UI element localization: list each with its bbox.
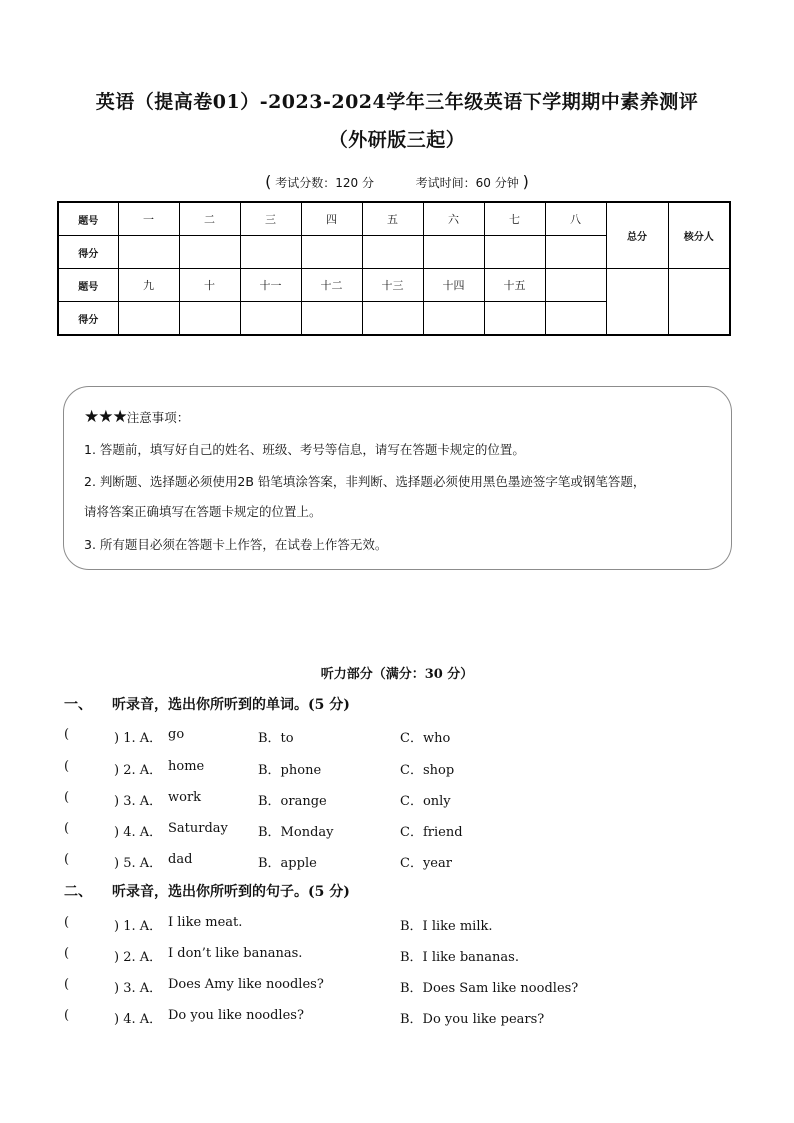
- option-a: home: [168, 759, 205, 774]
- score-table: [57, 201, 731, 336]
- score-cell[interactable]: [240, 302, 301, 336]
- question-header: 三: [240, 202, 301, 236]
- option-b: B．to: [258, 731, 294, 746]
- question-header: 九: [118, 269, 179, 302]
- answer-paren[interactable]: (: [64, 1008, 70, 1023]
- answer-paren[interactable]: (: [64, 977, 70, 992]
- part-2-heading: [64, 881, 350, 901]
- answer-paren[interactable]: (: [64, 821, 70, 836]
- option-c: C．who: [400, 731, 451, 746]
- question-number: ) 2. A．: [114, 763, 163, 778]
- option-c: C．friend: [400, 825, 463, 840]
- question-header: 十三: [362, 269, 423, 302]
- question-number: ) 1. A．: [114, 919, 163, 934]
- question-header: 十五: [484, 269, 545, 302]
- score-cell[interactable]: [240, 236, 301, 269]
- answer-paren[interactable]: (: [64, 852, 70, 867]
- question-header: 八: [545, 202, 606, 236]
- notice-item: 2. 判断题、选择题必须使用2B 铅笔填涂答案，非判断、选择题必须使用黑色墨迹签字笔或钢笔答题，: [84, 474, 646, 489]
- notice-item: 1. 答题前，填写好自己的姓名、班级、考号等信息，请写在答题卡规定的位置。: [84, 442, 525, 457]
- question-header: 一: [118, 202, 179, 236]
- answer-paren[interactable]: (: [64, 790, 70, 805]
- listening-section-title: 听力部分（满分：30 分）: [320, 667, 474, 682]
- option-a: dad: [168, 852, 193, 867]
- question-header: [545, 269, 606, 302]
- exam-info: ( 考试分数：120 分 考试时间：60 分钟 ): [265, 172, 529, 191]
- option-b: B．phone: [258, 763, 322, 778]
- question-number: ) 4. A．: [114, 1012, 163, 1027]
- notice-heading: [84, 407, 189, 427]
- score-cell[interactable]: [118, 302, 179, 336]
- option-b: B．I like bananas.: [400, 950, 519, 965]
- option-a: Do you like noodles?: [168, 1008, 304, 1023]
- question-number: ) 3. A．: [114, 794, 163, 809]
- option-b: B．Do you like pears?: [400, 1012, 545, 1027]
- option-c: C．year: [400, 856, 452, 871]
- option-a: I don’t like bananas.: [168, 946, 303, 961]
- total-score-cell[interactable]: [606, 269, 668, 336]
- question-number: ) 2. A．: [114, 950, 163, 965]
- title-line-1: 英语（提高卷01）-2023-2024学年三年级英语下学期期中素养测评: [95, 91, 699, 113]
- question-header: 十一: [240, 269, 301, 302]
- score-cell[interactable]: [179, 236, 240, 269]
- question-number: ) 4. A．: [114, 825, 163, 840]
- option-a: Saturday: [168, 821, 228, 836]
- score-cell[interactable]: [423, 236, 484, 269]
- score-label: 得分: [58, 236, 118, 269]
- score-cell[interactable]: [301, 302, 362, 336]
- question-header: 五: [362, 202, 423, 236]
- score-cell[interactable]: [362, 302, 423, 336]
- question-number: ) 1. A．: [114, 731, 163, 746]
- option-b: B．apple: [258, 856, 317, 871]
- question-number: ) 3. A．: [114, 981, 163, 996]
- notice-heading-text: 注意事项：: [126, 410, 190, 425]
- part-number: 一、: [64, 697, 92, 713]
- title-line-2: （外研版三起）: [328, 129, 466, 151]
- question-header: 二: [179, 202, 240, 236]
- question-header: 十四: [423, 269, 484, 302]
- part-number: 二、: [64, 884, 92, 900]
- score-cell[interactable]: [362, 236, 423, 269]
- notice-item: 3. 所有题目必须在答题卡上作答，在试卷上作答无效。: [84, 537, 388, 552]
- option-a: I like meat.: [168, 915, 243, 930]
- question-header: 四: [301, 202, 362, 236]
- score-cell[interactable]: [484, 302, 545, 336]
- checker-cell[interactable]: [668, 269, 730, 336]
- question-header: 十: [179, 269, 240, 302]
- part-1-heading: [64, 694, 350, 714]
- time-info: 考试时间：60 分钟: [415, 176, 519, 190]
- option-c: C．only: [400, 794, 451, 809]
- score-cell[interactable]: [484, 236, 545, 269]
- question-header: 七: [484, 202, 545, 236]
- option-a: go: [168, 727, 185, 742]
- answer-paren[interactable]: (: [64, 946, 70, 961]
- answer-paren[interactable]: (: [64, 915, 70, 930]
- option-a: Does Amy like noodles?: [168, 977, 324, 992]
- score-cell[interactable]: [545, 302, 606, 336]
- answer-paren[interactable]: (: [64, 759, 70, 774]
- score-cell[interactable]: [301, 236, 362, 269]
- star-icons: ★★★: [84, 407, 127, 427]
- option-b: B．Does Sam like noodles?: [400, 981, 579, 996]
- part-title: 听录音，选出你所听到的句子。(5 分): [112, 884, 350, 900]
- question-header: 六: [423, 202, 484, 236]
- score-cell[interactable]: [423, 302, 484, 336]
- option-c: C．shop: [400, 763, 455, 778]
- option-b: B．orange: [258, 794, 327, 809]
- part-title: 听录音，选出你所听到的单词。(5 分): [112, 697, 350, 713]
- score-cell[interactable]: [118, 236, 179, 269]
- notice-box: [63, 386, 732, 570]
- answer-paren[interactable]: (: [64, 727, 70, 742]
- question-number-label: 题号: [58, 202, 118, 236]
- option-a: work: [168, 790, 202, 805]
- score-info: 考试分数：120 分: [275, 176, 374, 190]
- score-cell[interactable]: [545, 236, 606, 269]
- notice-item: 请将答案正确填写在答题卡规定的位置上。: [84, 504, 322, 519]
- score-label: 得分: [58, 302, 118, 336]
- question-number-label: 题号: [58, 269, 118, 302]
- option-b: B．Monday: [258, 825, 334, 840]
- checker-label: 核分人: [668, 202, 730, 269]
- question-header: 十二: [301, 269, 362, 302]
- option-b: B．I like milk.: [400, 919, 493, 934]
- total-score-label: 总分: [606, 202, 668, 269]
- score-cell[interactable]: [179, 302, 240, 336]
- question-number: ) 5. A．: [114, 856, 163, 871]
